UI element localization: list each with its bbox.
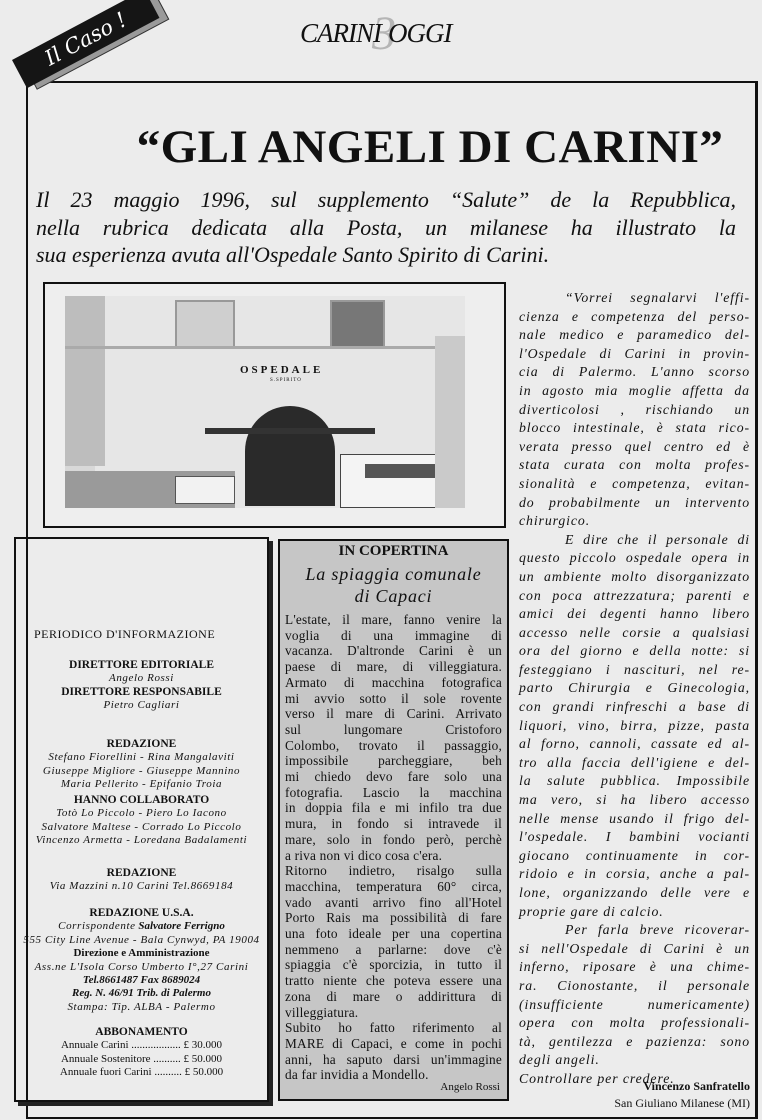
registration: Reg. N. 46/91 Trib. di Palermo xyxy=(72,987,211,1000)
colophon-redazione xyxy=(14,738,269,792)
text-line: con poca attrezzatura; parenti e xyxy=(519,587,750,603)
collab-line: Totò Lo Piccolo - Piero Lo Iacono xyxy=(56,807,227,820)
dir-amm-address: Ass.ne L'Isola Corso Umberto I°,27 Carini xyxy=(34,960,249,973)
text-line: ora del giorno e della notte: si xyxy=(519,643,750,659)
text-line: Ritorno indietro, risalgo sulla xyxy=(285,863,502,879)
usa-corr-name: Salvatore Ferrigno xyxy=(138,920,225,933)
text-line: in doppia fila e mi infilo tra due xyxy=(285,800,502,816)
dir-amm-label: Direzione e Amministrazione xyxy=(73,947,210,960)
printer: Stampa: Tip. ALBA - Palermo xyxy=(67,1000,216,1013)
redazione-label: REDAZIONE xyxy=(106,738,177,750)
colophon-collab xyxy=(14,794,269,848)
lead-line: nella rubrica dedicata alla Posta, un milanese ha illustrato la xyxy=(36,214,736,240)
text-line: con grandi rinfreschi a base di xyxy=(519,699,750,715)
text-line: stata curata con molta profes- xyxy=(519,457,750,473)
text-line: in agosto mia moglie affetta da xyxy=(519,382,750,398)
text-line: impossibile parcheggiare, beh xyxy=(285,753,502,769)
text-line: da far invidia a Mondello. xyxy=(285,1067,429,1083)
text-line: zona di mare o addirittura di xyxy=(285,988,502,1004)
text-line: nemmeno a parlarne: dove c'è xyxy=(285,941,502,957)
text-line: macchina, temperatura 60° circa, xyxy=(285,878,502,894)
tel-fax: Tel.8661487 Fax 8689024 xyxy=(82,974,201,987)
text-line: nale medico e paramedico del- xyxy=(519,327,750,343)
text-line: una foto ideale per una copertina xyxy=(285,926,502,942)
text-line: Armato di macchina fotografica xyxy=(285,674,502,690)
colophon-sede xyxy=(14,867,269,894)
text-line: al forno, cannoli, cassate ed al- xyxy=(519,736,750,752)
usa-corr-label: Corrispondente xyxy=(58,920,136,933)
issue-number: 3 xyxy=(372,7,396,60)
text-line: (insufficiente numericamente) xyxy=(519,996,750,1012)
text-line: Per farla breve ricoverar- xyxy=(565,922,750,938)
abb-label: ABBONAMENTO xyxy=(95,1026,188,1038)
text-line: mi chiedo devo fare solo una xyxy=(285,769,502,785)
text-line: cienza e competenza del perso- xyxy=(519,308,750,324)
text-line: E dire che il personale di xyxy=(565,531,750,547)
hospital-photo xyxy=(65,296,465,508)
colophon-direttori xyxy=(14,659,269,713)
text-line: do probabilmente un intervento xyxy=(519,494,750,510)
text-line: cia di Palermo. L'anno scorso xyxy=(519,364,750,380)
text-line: questo piccolo ospedale opera in xyxy=(519,550,750,566)
masthead-oggi: OGGI xyxy=(388,18,452,48)
usa-address: 555 City Line Avenue - Bala Cynwyd, PA 19004 xyxy=(23,933,260,946)
text-line: tratto niente che poteva essere una xyxy=(285,973,502,989)
text-line: Porto Rais ma possibilità di fare xyxy=(285,910,502,926)
lead-line: Il 23 maggio 1996, sul supplemento “Salute” de la Repubblica, xyxy=(36,187,736,212)
text-line: vado avanti arrivo fino all'Hotel xyxy=(285,894,502,910)
text-line: ridoio e in corsia, anche a pal- xyxy=(519,866,750,882)
text-line: accesso nelle corsie a qualsiasi xyxy=(519,624,750,640)
text-line: anni, ha saputo darsi un'immagine xyxy=(285,1051,502,1067)
photo-sign-sub: S.SPIRITO xyxy=(270,378,302,383)
abb-line: Annuale Sostenitore .......... £ 50.000 xyxy=(60,1052,222,1065)
text-line: degli angeli. xyxy=(519,1052,600,1068)
dir-resp-name: Pietro Cagliari xyxy=(103,699,180,712)
text-line: ra. Cionostante, il personale xyxy=(519,977,750,993)
text-line: sul lungomare Cristoforo xyxy=(285,721,502,737)
photo-sign: OSPEDALE xyxy=(240,364,324,376)
text-line: villeggiatura. xyxy=(285,1004,359,1020)
text-line: liquori, vino, birra, pizze, pasta xyxy=(519,717,750,733)
text-line: vacanza. D'altronde Carini è un xyxy=(285,643,502,659)
abb-line: Annuale Carini .................. £ 30.000 xyxy=(60,1039,222,1052)
cover-title xyxy=(278,563,509,607)
text-line: l'ospedale. I bambini vocianti xyxy=(519,829,750,845)
collab-line: Vincenzo Armetta - Loredana Badalamenti xyxy=(35,834,248,847)
text-line: ma vero, si ha libero accesso xyxy=(519,792,750,808)
cover-body xyxy=(285,612,502,1083)
cover-title-line: di Capaci xyxy=(354,586,433,606)
text-line: a riva non vi dico cosa c'era. xyxy=(285,847,443,863)
text-line: la salute pubblica. Impossibile xyxy=(519,773,750,789)
headline: “GLI ANGELI DI CARINI” xyxy=(136,121,724,173)
text-line: “Vorrei segnalarvi l'effi- xyxy=(565,290,750,305)
text-line: Subito ho fatto riferimento al xyxy=(285,1020,502,1036)
text-line: MARE di Capaci, e come in pochi xyxy=(285,1035,502,1051)
cover-heading: IN COPERTINA xyxy=(338,543,449,559)
text-line: chirurgico. xyxy=(519,513,591,529)
lead-line: sua esperienza avuta all'Ospedale Santo Spirito di Carini. xyxy=(36,242,550,267)
redazione-line: Giuseppe Migliore - Giuseppe Mannino xyxy=(42,764,241,777)
abb-line: Annuale fuori Carini .......... £ 50.000 xyxy=(59,1066,224,1079)
text-line: tro alla faccia dell'igiene e del- xyxy=(519,754,750,770)
text-line: giocano continuamente in cor- xyxy=(519,847,750,863)
sede-address: Via Mazzini n.10 Carini Tel.8669184 xyxy=(49,880,234,893)
letter-location: San Giuliano Milanese (MI) xyxy=(614,1096,750,1110)
text-line: amici dei degenti hanno libero xyxy=(519,606,750,622)
text-line: verso il mare di Carini. Arrivato xyxy=(285,706,502,722)
text-line: proprie gare di calcio. xyxy=(519,903,664,919)
text-line: inferno, riposare è una chime- xyxy=(519,959,750,975)
cover-title-line: La spiaggia comunale xyxy=(305,564,482,584)
usa-label: REDAZIONE U.S.A. xyxy=(89,907,194,919)
text-line: mare, solo in fondo però, perchè xyxy=(285,831,502,847)
text-line: un ambiente molto disorganizzato xyxy=(519,568,750,584)
text-line: festeggiano i nascituri, nel re- xyxy=(519,661,750,677)
collab-line: Salvatore Maltese - Corrado Lo Piccolo xyxy=(41,820,242,833)
cover-author: Angelo Rossi xyxy=(440,1081,500,1093)
text-line: tà, gentilezza e pazienza: sono xyxy=(519,1033,750,1049)
lead-paragraph xyxy=(36,186,736,269)
masthead-logo xyxy=(300,7,480,60)
text-line: fotografia. Lascio la macchina xyxy=(285,784,502,800)
text-line: diverticolosi , rischiando un xyxy=(519,401,750,417)
dir-ed-name: Angelo Rossi xyxy=(109,672,174,685)
text-line: blocco intestinale, è stata rico- xyxy=(519,420,750,436)
masthead-carini: CARINI xyxy=(300,18,381,48)
text-line: mura, in fondo si intravede il xyxy=(285,816,502,832)
periodico-label: PERIODICO D'INFORMAZIONE xyxy=(34,627,216,641)
text-line: Controllare per credere. xyxy=(519,1070,675,1086)
text-line: si nell'Ospedale di Carini è un xyxy=(519,940,750,956)
collab-label: HANNO COLLABORATO xyxy=(73,794,210,806)
text-line: paese di mare, di villeggiatura. xyxy=(285,659,502,675)
text-line: L'estate, il mare, fanno venire la xyxy=(285,612,502,627)
letter-body xyxy=(519,289,750,1089)
text-line: l'Ospedale di Carini in provin- xyxy=(519,345,750,361)
text-line: parto Chirurgia e Ginecologia, xyxy=(519,680,750,696)
text-line: spiaggia c'è sporcizia, in tutto il xyxy=(285,957,502,973)
letter-signature: Vincenzo Sanfratello xyxy=(643,1079,750,1093)
colophon-usa xyxy=(14,907,269,1014)
redazione-line: Maria Pellerito - Epifanio Troia xyxy=(60,778,223,791)
colophon-abbonamento xyxy=(14,1026,269,1080)
text-line: opera con molta professionali- xyxy=(519,1015,750,1031)
dir-resp-label: DIRETTORE RESPONSABILE xyxy=(61,685,222,698)
text-line: nelle mense usando il frigo del- xyxy=(519,810,750,826)
text-line: voglia di una immagine di xyxy=(285,627,502,643)
dir-ed-label: DIRETTORE EDITORIALE xyxy=(69,659,214,671)
text-line: Colombo, trovato il passaggio, xyxy=(285,737,502,753)
sede-label: REDAZIONE xyxy=(106,867,177,879)
tag-label: Il Caso ! xyxy=(12,0,159,88)
text-line: verata presso quel centro ed è xyxy=(519,438,750,454)
text-line: sionalità e competenza, evitan- xyxy=(519,475,750,491)
text-line: mi avvio sotto il sole rovente xyxy=(285,690,502,706)
redazione-line: Stefano Fiorellini - Rina Mangalaviti xyxy=(48,751,235,764)
text-line: lone, organizzando delle vere e xyxy=(519,885,750,900)
